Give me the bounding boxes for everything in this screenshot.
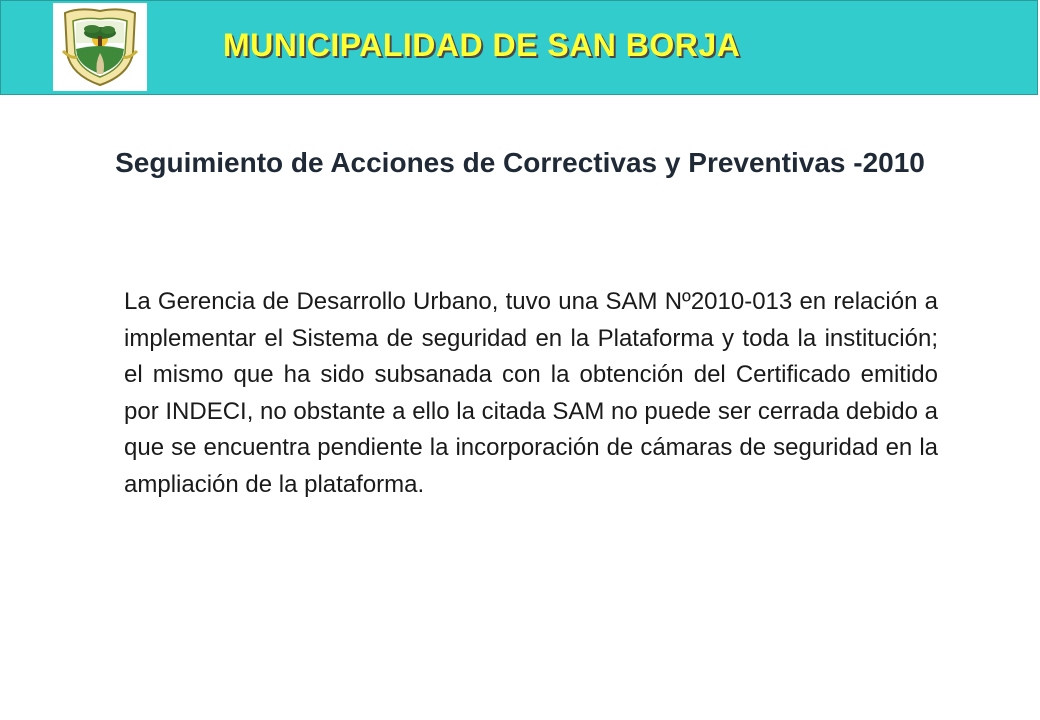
municipal-coat-of-arms-icon bbox=[59, 7, 141, 87]
logo bbox=[53, 3, 147, 91]
page-title: Seguimiento de Acciones de Correctivas y Preventivas -2010 bbox=[115, 147, 925, 178]
body-paragraph: La Gerencia de Desarrollo Urbano, tuvo una SAM Nº2010-013 en relación a implementar el Sistema de seguridad en la Plataforma y toda la institución; el mismo que ha sido subsanada con la obtención del Certificado emitido por INDECI, no obstante a ello la citada SAM no puede ser cerrada debido a que se encuentra pendiente la incorporación de cámaras de seguridad en la ampliación de la plataforma. bbox=[124, 288, 938, 498]
municipality-title: MUNICIPALIDAD DE SAN BORJA bbox=[223, 27, 741, 63]
header-bar bbox=[0, 0, 1038, 95]
